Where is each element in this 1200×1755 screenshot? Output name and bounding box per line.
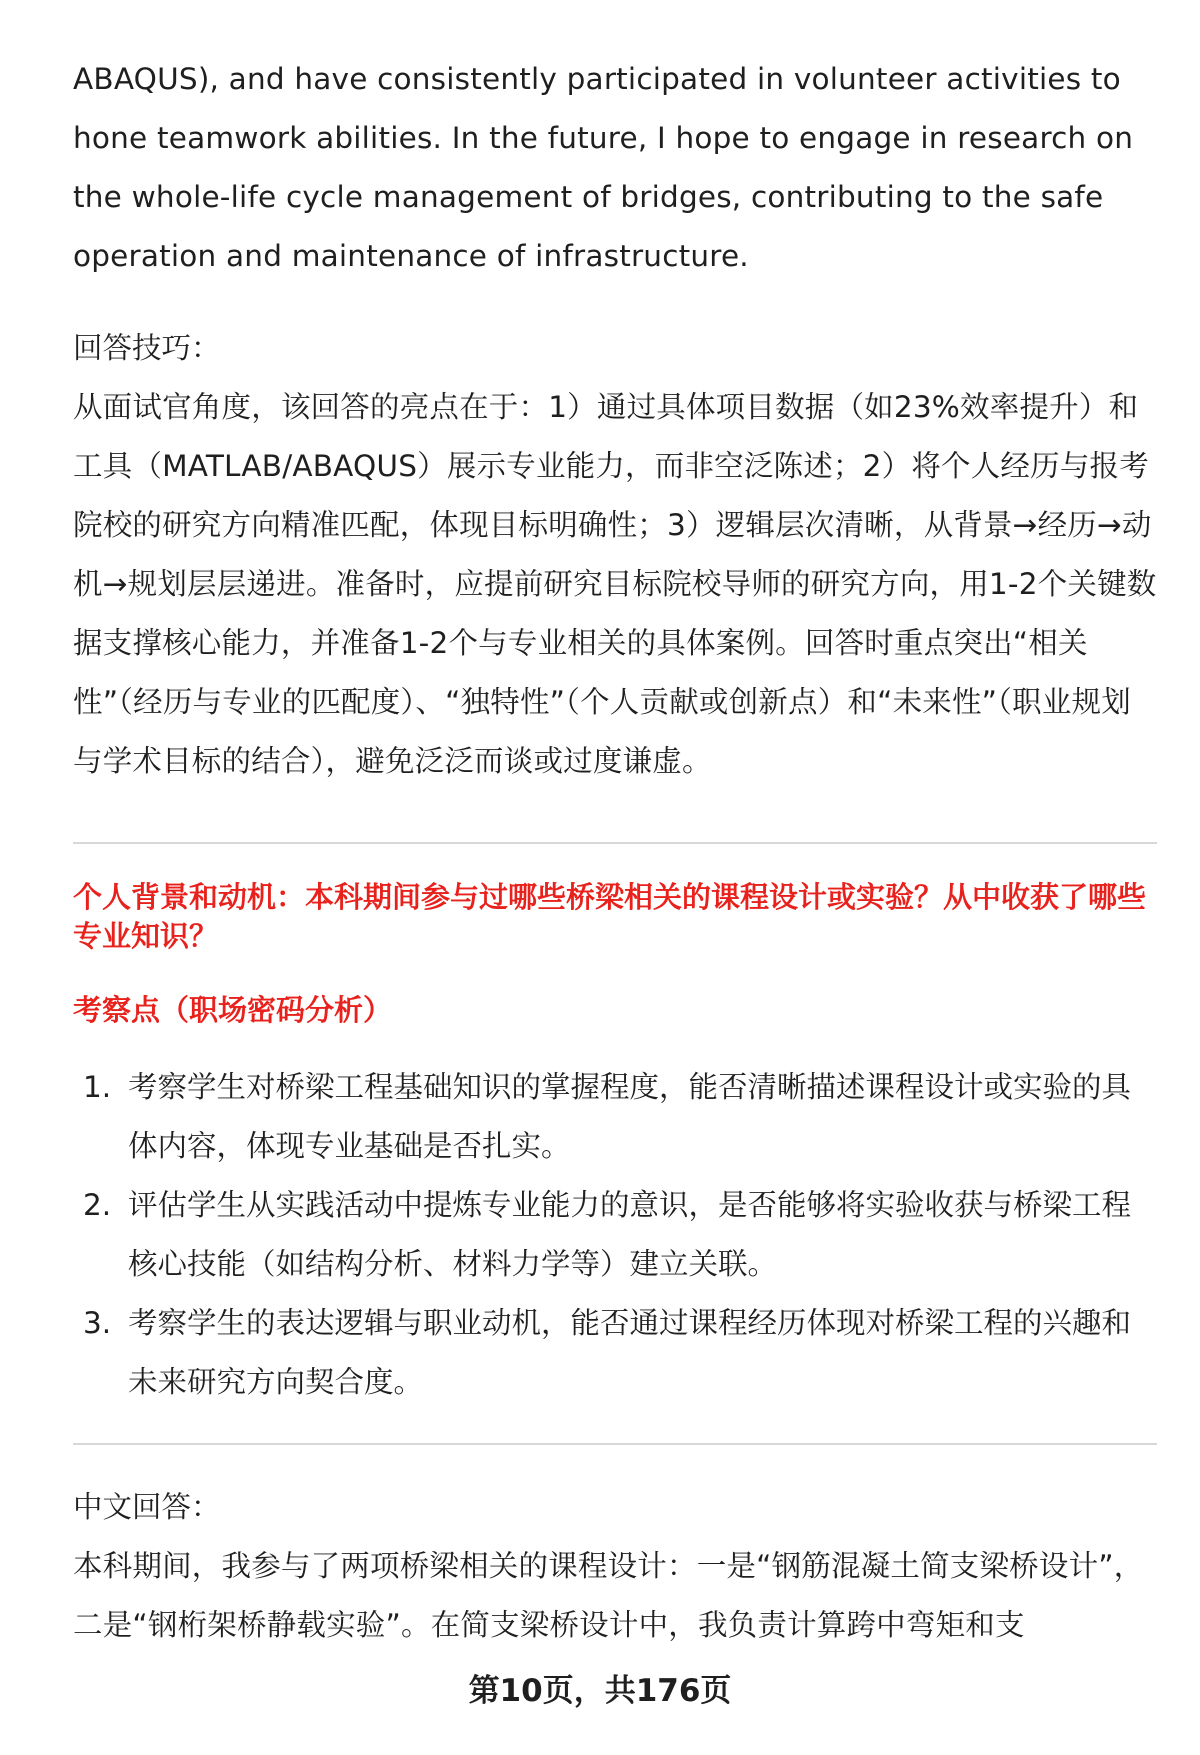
question-title: 个人背景和动机：本科期间参与过哪些桥梁相关的课程设计或实验？从中收获了哪些专业知识？ xyxy=(73,880,1147,953)
list-item-number: 3. xyxy=(83,1306,112,1340)
tips-paragraph: 从面试官角度，该回答的亮点在于：1）通过具体项目数据（如23%效率提升）和工具（MATLAB/ABAQUS）展示专业能力，而非空泛陈述；2）将个人经历与报考院校的研究方向精准匹配，体现目标明确性；3）逻辑层次清晰，从背景→经历→动机→规划层层递进。准备时，应提前研究目标院校导师的研究方向，用1-2个关键数据支撑核心能力，并准备1-2个与专业相关的具体案例。回答时重点突出“相关性”（经历与专业的匹配度）、“独特性”（个人贡献或创新点）和“未来性”（职业规划与学术目标的结合），避免泛泛而谈或过度谦虚。 xyxy=(73,390,1157,778)
list-item-number: 1. xyxy=(83,1070,112,1104)
assessment-subheading: 考察点（职场密码分析） xyxy=(73,993,393,1027)
list-item xyxy=(73,1058,1157,1176)
tips-label: 回答技巧： xyxy=(73,331,221,365)
list-item xyxy=(73,1294,1157,1412)
section-divider xyxy=(73,1443,1157,1445)
list-item-number: 2. xyxy=(83,1188,112,1222)
list-item xyxy=(73,1176,1157,1294)
list-item-text: 考察学生对桥梁工程基础知识的掌握程度，能否清晰描述课程设计或实验的具体内容，体现专业基础是否扎实。 xyxy=(128,1070,1132,1163)
assessment-points-list xyxy=(73,1058,1157,1412)
section-divider xyxy=(73,842,1157,844)
list-item-text: 考察学生的表达逻辑与职业动机，能否通过课程经历体现对桥梁工程的兴趣和未来研究方向契合度。 xyxy=(128,1306,1132,1399)
answer-paragraph: 本科期间，我参与了两项桥梁相关的课程设计：一是“钢筋混凝土简支梁桥设计”，二是“钢桁架桥静载实验”。在简支梁桥设计中，我负责计算跨中弯矩和支 xyxy=(73,1549,1144,1642)
answer-label: 中文回答： xyxy=(73,1490,221,1524)
intro-paragraph: ABAQUS), and have consistently participated in volunteer activities to hone teamwork abilities. In the future, I hope to engage in research on the whole-life cycle management of bridges, contributing to the safe operation and maintenance of infrastructure. xyxy=(73,62,1134,273)
page-number-footer: 第10页，共176页 xyxy=(468,1673,732,1709)
list-item-text: 评估学生从实践活动中提炼专业能力的意识，是否能够将实验收获与桥梁工程核心技能（如结构分析、材料力学等）建立关联。 xyxy=(128,1188,1132,1281)
